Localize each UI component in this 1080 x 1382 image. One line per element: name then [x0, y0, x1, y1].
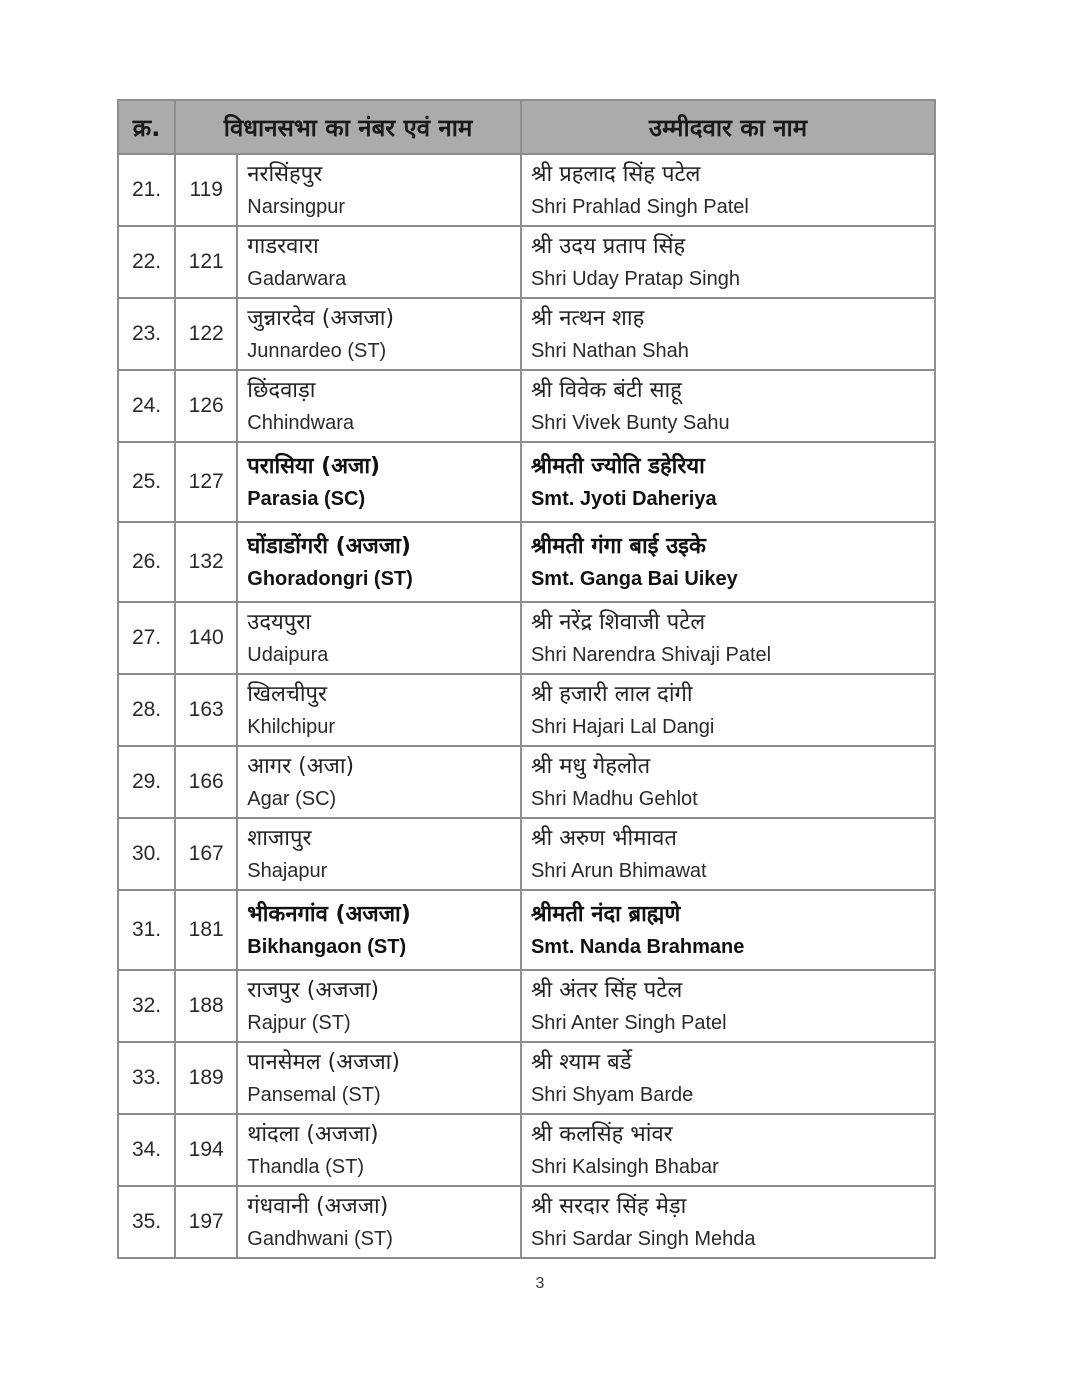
constituency-name-english: Bikhangaon (ST): [247, 936, 407, 958]
serial-number: 21.: [131, 178, 162, 201]
serial-number-cell: [118, 674, 175, 746]
constituency-name-hindi: खिलचीपुर: [247, 682, 328, 707]
constituency-name-cell: [237, 970, 521, 1042]
candidate-name-cell: [521, 154, 935, 226]
constituency-name-english: Pansemal (ST): [247, 1084, 381, 1106]
table-row: [118, 890, 935, 970]
constituency-name-english: Gadarwara: [247, 268, 347, 290]
candidate-name-english: Smt. Ganga Bai Uikey: [530, 568, 738, 590]
constituency-name-hindi: पानसेमल (अजजा): [247, 1050, 400, 1075]
serial-number-cell: [118, 818, 175, 890]
candidate-name-hindi: श्री अरुण भीमावत: [530, 826, 677, 851]
table-row: [118, 1114, 935, 1186]
table-row: [118, 154, 935, 226]
constituency-name-english: Ghoradongri (ST): [247, 568, 413, 590]
constituency-name-hindi: जुन्नारदेव (अजजा): [247, 306, 395, 331]
table-row: [118, 298, 935, 370]
constituency-number-cell: [175, 1114, 237, 1186]
candidate-name-cell: [521, 226, 935, 298]
constituency-name-cell: [237, 818, 521, 890]
serial-number: 23.: [131, 322, 162, 345]
constituency-name-cell: [237, 746, 521, 818]
constituency-name-hindi: आगर (अजा): [247, 754, 355, 779]
constituency-name-english: Parasia (SC): [247, 488, 366, 510]
constituency-name-english: Khilchipur: [247, 716, 336, 738]
serial-number-cell: [118, 970, 175, 1042]
candidate-name-cell: [521, 522, 935, 602]
constituency-number: 140: [188, 626, 224, 649]
constituency-name-english: Udaipura: [247, 644, 329, 666]
candidate-name-hindi: श्री श्याम बर्डे: [530, 1050, 632, 1075]
serial-number-cell: [118, 522, 175, 602]
serial-number-cell: [118, 1114, 175, 1186]
candidate-name-cell: [521, 1114, 935, 1186]
candidate-name-english: Smt. Jyoti Daheriya: [530, 488, 717, 510]
constituency-name-english: Gandhwani (ST): [247, 1228, 393, 1250]
candidate-name-cell: [521, 298, 935, 370]
serial-number: 30.: [131, 842, 162, 865]
constituency-name-hindi: थांदला (अजजा): [247, 1122, 379, 1147]
serial-number: 32.: [131, 994, 162, 1017]
candidate-name-english: Shri Hajari Lal Dangi: [530, 716, 715, 738]
constituency-number: 194: [188, 1138, 224, 1161]
candidate-name-english: Shri Kalsingh Bhabar: [530, 1156, 719, 1178]
serial-number: 33.: [131, 1066, 162, 1089]
serial-number: 24.: [131, 394, 162, 417]
constituency-number: 197: [188, 1210, 224, 1233]
candidate-name-hindi: श्रीमती गंगा बाई उइके: [530, 534, 706, 559]
candidate-name-hindi: श्री नरेंद्र शिवाजी पटेल: [530, 610, 706, 635]
table-row: [118, 602, 935, 674]
constituency-name-hindi: घोंडाडोंगरी (अजजा): [247, 534, 411, 559]
serial-number-cell: [118, 1186, 175, 1258]
serial-number: 31.: [131, 918, 162, 941]
serial-number: 22.: [131, 250, 162, 273]
candidate-name-cell: [521, 1042, 935, 1114]
constituency-number: 181: [188, 918, 224, 941]
serial-number-cell: [118, 226, 175, 298]
table-row: [118, 818, 935, 890]
serial-number-cell: [118, 746, 175, 818]
candidate-name-hindi: श्रीमती ज्योति डहेरिया: [530, 454, 705, 479]
table-row: [118, 226, 935, 298]
header-candidate: उम्मीदवार का नाम: [521, 100, 935, 154]
header-serial-number: क्र.: [118, 100, 175, 154]
serial-number-cell: [118, 1042, 175, 1114]
candidate-name-hindi: श्री उदय प्रताप सिंह: [530, 234, 686, 259]
constituency-number: 126: [188, 394, 224, 417]
constituency-name-cell: [237, 442, 521, 522]
constituency-name-cell: [237, 674, 521, 746]
candidate-name-cell: [521, 890, 935, 970]
constituency-number: 163: [188, 698, 224, 721]
constituency-number-cell: [175, 970, 237, 1042]
candidate-name-hindi: श्री सरदार सिंह मेड़ा: [530, 1194, 687, 1219]
table-header-row: [118, 100, 935, 154]
candidate-name-english: Smt. Nanda Brahmane: [530, 936, 745, 958]
candidate-name-english: Shri Anter Singh Patel: [530, 1012, 727, 1034]
constituency-name-cell: [237, 370, 521, 442]
constituency-number-cell: [175, 522, 237, 602]
constituency-name-hindi: परासिया (अजा): [247, 454, 381, 479]
constituency-number-cell: [175, 602, 237, 674]
candidate-name-cell: [521, 1186, 935, 1258]
constituency-name-cell: [237, 602, 521, 674]
candidate-name-english: Shri Prahlad Singh Patel: [530, 196, 749, 218]
candidate-name-hindi: श्रीमती नंदा ब्राह्मणे: [530, 902, 681, 927]
constituency-number: 122: [188, 322, 224, 345]
constituency-number: 166: [188, 770, 224, 793]
constituency-name-english: Chhindwara: [247, 412, 354, 434]
constituency-number: 121: [188, 250, 224, 273]
table-row: [118, 970, 935, 1042]
candidate-list-table: [117, 99, 936, 1259]
table-row: [118, 522, 935, 602]
candidate-name-english: Shri Sardar Singh Mehda: [530, 1228, 756, 1250]
candidate-name-cell: [521, 818, 935, 890]
constituency-number: 189: [188, 1066, 224, 1089]
candidate-name-cell: [521, 442, 935, 522]
constituency-name-cell: [237, 154, 521, 226]
serial-number-cell: [118, 890, 175, 970]
constituency-number: 188: [188, 994, 224, 1017]
constituency-number-cell: [175, 890, 237, 970]
serial-number: 25.: [131, 470, 162, 493]
constituency-number-cell: [175, 818, 237, 890]
table-row: [118, 442, 935, 522]
constituency-name-cell: [237, 1186, 521, 1258]
constituency-number-cell: [175, 442, 237, 522]
candidate-name-hindi: श्री नत्थन शाह: [530, 306, 645, 331]
constituency-name-hindi: शाजापुर: [247, 826, 312, 851]
candidate-name-hindi: श्री विवेक बंटी साहू: [530, 378, 682, 403]
serial-number-cell: [118, 602, 175, 674]
serial-number-cell: [118, 154, 175, 226]
constituency-name-english: Agar (SC): [247, 788, 337, 810]
constituency-name-cell: [237, 522, 521, 602]
table-row: [118, 370, 935, 442]
serial-number: 27.: [131, 626, 162, 649]
candidate-name-cell: [521, 674, 935, 746]
constituency-number-cell: [175, 226, 237, 298]
constituency-name-hindi: छिंदवाड़ा: [247, 378, 316, 403]
candidate-name-hindi: श्री हजारी लाल दांगी: [530, 682, 693, 707]
candidate-name-hindi: श्री अंतर सिंह पटेल: [530, 978, 683, 1003]
candidate-name-english: Shri Shyam Barde: [530, 1084, 694, 1106]
candidate-name-english: Shri Madhu Gehlot: [530, 788, 698, 810]
serial-number-cell: [118, 370, 175, 442]
table-row: [118, 674, 935, 746]
constituency-number-cell: [175, 746, 237, 818]
serial-number: 29.: [131, 770, 162, 793]
candidate-name-cell: [521, 602, 935, 674]
constituency-number-cell: [175, 674, 237, 746]
constituency-number-cell: [175, 1042, 237, 1114]
constituency-name-hindi: भीकनगांव (अजजा): [247, 902, 411, 927]
candidate-name-english: Shri Vivek Bunty Sahu: [530, 412, 730, 434]
constituency-name-english: Rajpur (ST): [247, 1012, 351, 1034]
table-body: [118, 154, 935, 1258]
candidate-name-english: Shri Nathan Shah: [530, 340, 689, 362]
candidate-name-cell: [521, 746, 935, 818]
constituency-number-cell: [175, 298, 237, 370]
serial-number-cell: [118, 442, 175, 522]
table-row: [118, 746, 935, 818]
table-row: [118, 1186, 935, 1258]
constituency-name-english: Junnardeo (ST): [247, 340, 387, 362]
constituency-name-cell: [237, 1114, 521, 1186]
constituency-name-cell: [237, 226, 521, 298]
constituency-number-cell: [175, 1186, 237, 1258]
candidate-name-english: Shri Arun Bhimawat: [530, 860, 707, 882]
candidate-name-hindi: श्री कलसिंह भांवर: [530, 1122, 673, 1147]
candidate-name-hindi: श्री प्रहलाद सिंह पटेल: [530, 162, 701, 187]
candidate-name-cell: [521, 970, 935, 1042]
table-row: [118, 1042, 935, 1114]
serial-number: 26.: [131, 550, 162, 573]
constituency-name-cell: [237, 1042, 521, 1114]
constituency-number: 119: [189, 178, 223, 201]
constituency-number: 127: [188, 470, 224, 493]
candidate-name-english: Shri Uday Pratap Singh: [530, 268, 740, 290]
constituency-number-cell: [175, 370, 237, 442]
constituency-number-cell: [175, 154, 237, 226]
constituency-name-hindi: राजपुर (अजजा): [247, 978, 380, 1003]
header-constituency: विधानसभा का नंबर एवं नाम: [175, 100, 521, 154]
candidate-name-cell: [521, 370, 935, 442]
constituency-name-english: Narsingpur: [247, 196, 346, 218]
constituency-name-english: Thandla (ST): [247, 1156, 364, 1178]
constituency-name-hindi: उदयपुरा: [247, 610, 311, 635]
serial-number-cell: [118, 298, 175, 370]
constituency-name-hindi: गाडरवारा: [247, 234, 319, 259]
constituency-number: 132: [188, 550, 224, 573]
page-number: 3: [535, 1275, 545, 1292]
serial-number: 35.: [131, 1210, 162, 1233]
constituency-number: 167: [188, 842, 224, 865]
constituency-name-cell: [237, 890, 521, 970]
serial-number: 34.: [131, 1138, 162, 1161]
serial-number: 28.: [131, 698, 162, 721]
constituency-name-english: Shajapur: [247, 860, 328, 882]
candidate-name-english: Shri Narendra Shivaji Patel: [530, 644, 772, 666]
constituency-name-cell: [237, 298, 521, 370]
constituency-name-hindi: गंधवानी (अजजा): [247, 1194, 389, 1219]
constituency-name-hindi: नरसिंहपुर: [247, 162, 323, 187]
candidate-name-hindi: श्री मधु गेहलोत: [530, 754, 651, 779]
